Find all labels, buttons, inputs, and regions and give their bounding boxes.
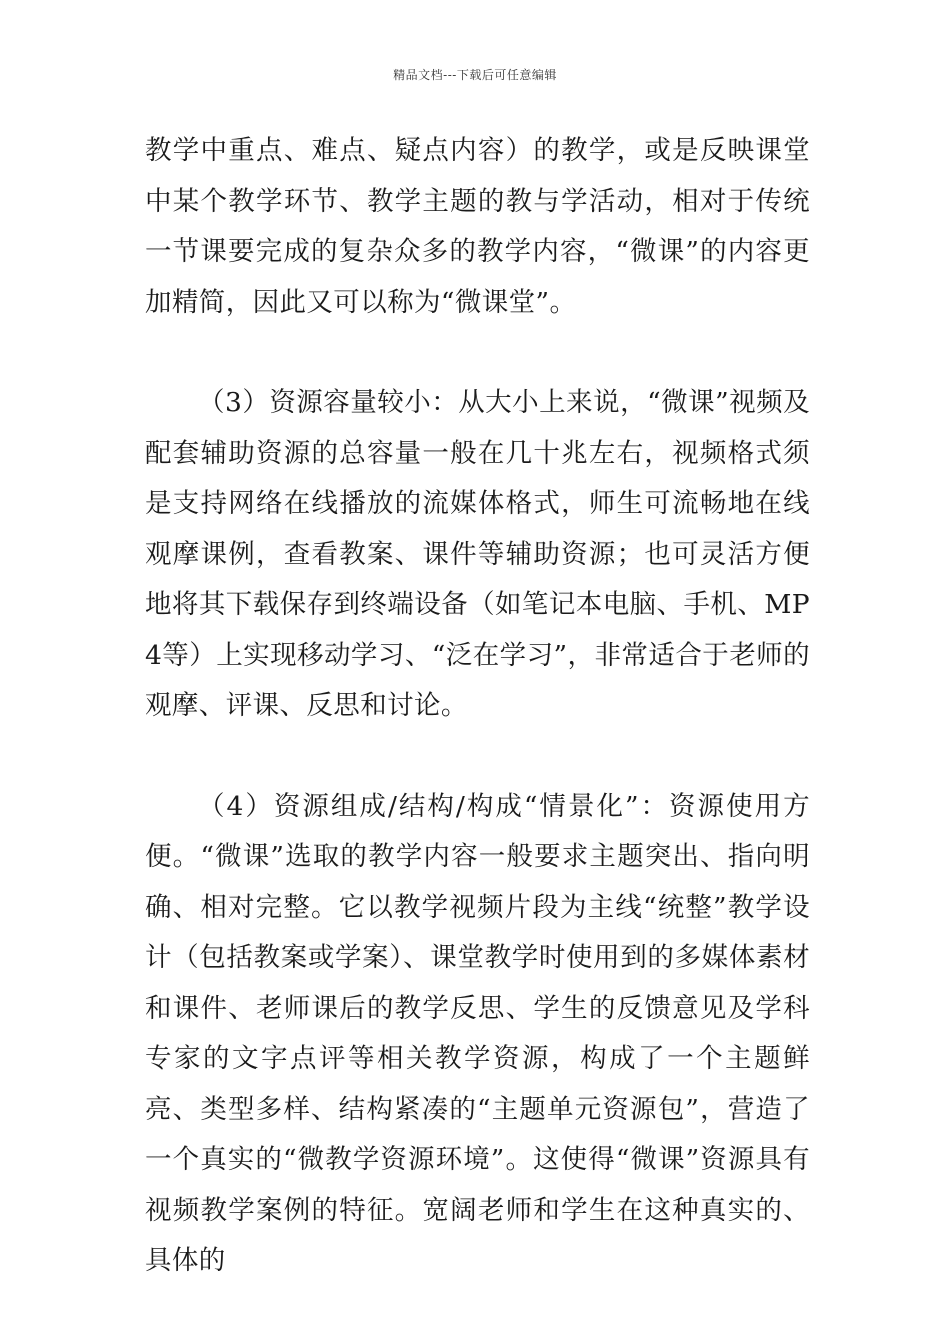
paragraph-gap xyxy=(145,328,810,378)
paragraph-resource-composition: （4）资源组成/结构/构成“情景化”：资源使用方便。“微课”选取的教学内容一般要求主题突出、指向明确、相对完整。它以教学视频片段为主线“统整”教学设计（包括教案或学案）、课堂教学时使用到的多媒体素材和课件、老师课后的教学反思、学生的反馈意见及学科专家的文字点评等相关教学资源，构成了一个主题鲜亮、类型多样、结构紧凑的“主题单元资源包”，营造了一个真实的“微教学资源环境”。这使得“微课”资源具有视频教学案例的特征。宽阔老师和学生在这种真实的、具体的 xyxy=(145,790,810,1276)
page-header: 精品文档---下载后可任意编辑 xyxy=(393,68,557,82)
paragraph-continuation: 教学中重点、难点、疑点内容）的教学，或是反映课堂中某个教学环节、教学主题的教与学活动，相对于传统一节课要完成的复杂众多的教学内容，“微课”的内容更加精简，因此又可以称为“微课堂”。 xyxy=(145,135,810,318)
paragraph-resource-capacity: （3）资源容量较小：从大小上来说，“微课”视频及配套辅助资源的总容量一般在几十兆左右，视频格式须是支持网络在线播放的流媒体格式，师生可流畅地在线观摩课例，查看教案、课件等辅助资源；也可灵活方便地将其下载保存到终端设备（如笔记本电脑、手机、MP4等）上实现移动学习、“泛在学习”，非常适合于老师的观摩、评课、反思和讨论。 xyxy=(145,387,810,721)
paragraph-gap xyxy=(145,732,810,782)
document-body xyxy=(145,126,810,1287)
